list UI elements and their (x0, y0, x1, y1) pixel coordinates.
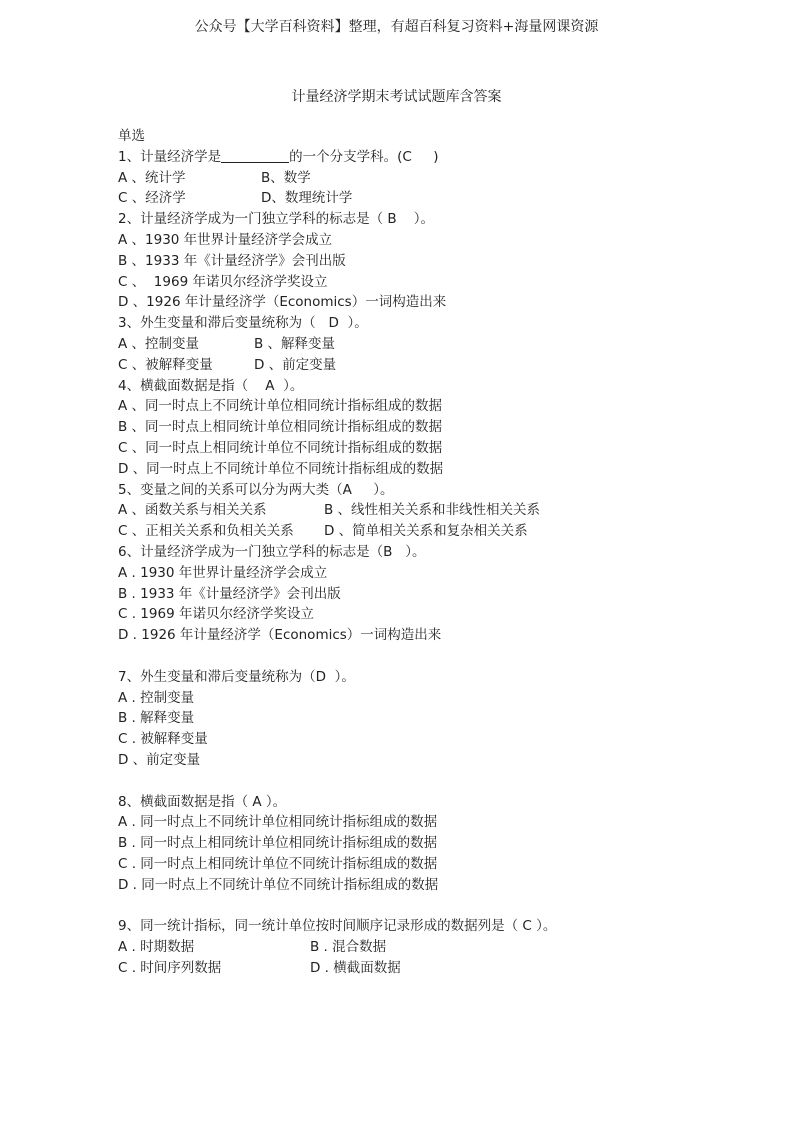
option: D 、前定变量 (118, 751, 201, 768)
option-row (118, 958, 718, 979)
option-row (118, 168, 718, 189)
spacer (118, 895, 718, 916)
option: A 、统计学 (118, 169, 186, 186)
option: D 、简单相关关系和复杂相关关系 (324, 523, 528, 540)
spacer (118, 646, 718, 667)
option: C 、经济学 (118, 190, 186, 207)
option: B . 同一时点上相同统计单位相同统计指标组成的数据 (118, 835, 438, 852)
option-row (118, 188, 718, 209)
option: D 、1926 年计量经济学（Economics）一词构造出来 (118, 294, 447, 311)
option: B . 解释变量 (118, 710, 195, 727)
option: B、数学 (261, 169, 311, 186)
question-text: 的一个分支学科。(C ) (289, 148, 439, 165)
option-row (118, 500, 718, 521)
option: B 、线性相关关系和非线性相关关系 (324, 502, 541, 519)
option: C 、 1969 年诺贝尔经济学奖设立 (118, 273, 328, 290)
option: A 、1930 年世界计量经济学会成立 (118, 231, 333, 248)
option: C 、正相关关系和负相关关系 (118, 523, 294, 540)
option: B 、同一时点上相同统计单位相同统计指标组成的数据 (118, 419, 443, 436)
option: A . 同一时点上不同统计单位相同统计指标组成的数据 (118, 814, 438, 831)
option: B 、1933 年《计量经济学》会刊出版 (118, 252, 346, 269)
option: A 、同一时点上不同统计单位相同统计指标组成的数据 (118, 398, 443, 415)
question-1 (118, 147, 718, 168)
question-5: 5、变量之间的关系可以分为两大类（A ）。 (118, 481, 394, 498)
option: A 、控制变量 (118, 335, 200, 352)
option: D . 横截面数据 (310, 959, 401, 976)
page-header-banner: 公众号【大学百科资料】整理，有超百科复习资料+海量网课资源 (194, 19, 599, 35)
option: C 、被解释变量 (118, 356, 213, 373)
option: D 、同一时点上不同统计单位不同统计指标组成的数据 (118, 460, 444, 477)
document-body (118, 126, 718, 979)
option: A 、函数关系与相关关系 (118, 502, 267, 519)
question-6: 6、计量经济学成为一门独立学科的标志是（B ）。 (118, 543, 426, 560)
option: C 、同一时点上相同统计单位不同统计指标组成的数据 (118, 439, 443, 456)
option: A . 控制变量 (118, 689, 195, 706)
question-7: 7、外生变量和滞后变量统称为（D ）。 (118, 668, 355, 685)
option-row (118, 334, 718, 355)
answer-blank (221, 148, 289, 163)
option: D . 1926 年计量经济学（Economics）一词构造出来 (118, 627, 442, 644)
question-8: 8、横截面数据是指（ A ）。 (118, 793, 287, 810)
option: B . 混合数据 (310, 939, 387, 956)
option: B . 1933 年《计量经济学》会刊出版 (118, 585, 341, 602)
option: A . 时期数据 (118, 939, 195, 956)
question-4: 4、横截面数据是指（ A ）。 (118, 377, 304, 394)
spacer (118, 771, 718, 792)
option: D . 同一时点上不同统计单位不同统计指标组成的数据 (118, 876, 439, 893)
option: D 、前定变量 (254, 356, 337, 373)
question-9: 9、同一统计指标，同一统计单位按时间顺序记录形成的数据列是（ C ）。 (118, 918, 557, 935)
option: C . 时间序列数据 (118, 959, 222, 976)
option: D、数理统计学 (261, 190, 353, 207)
question-3: 3、外生变量和滞后变量统称为（ D ）。 (118, 315, 368, 332)
option: C . 1969 年诺贝尔经济学奖设立 (118, 606, 314, 623)
option: C . 被解释变量 (118, 731, 208, 748)
section-heading: 单选 (118, 128, 145, 144)
option-row (118, 937, 718, 958)
question-2: 2、计量经济学成为一门独立学科的标志是（ B ）。 (118, 211, 435, 228)
option: A . 1930 年世界计量经济学会成立 (118, 564, 328, 581)
document-title: 计量经济学期末考试试题库含答案 (291, 89, 502, 105)
option-row (118, 355, 718, 376)
question-text: 1、计量经济学是 (118, 148, 222, 165)
option-row (118, 521, 718, 542)
option: C . 同一时点上相同统计单位不同统计指标组成的数据 (118, 855, 438, 872)
option: B 、解释变量 (254, 335, 336, 352)
